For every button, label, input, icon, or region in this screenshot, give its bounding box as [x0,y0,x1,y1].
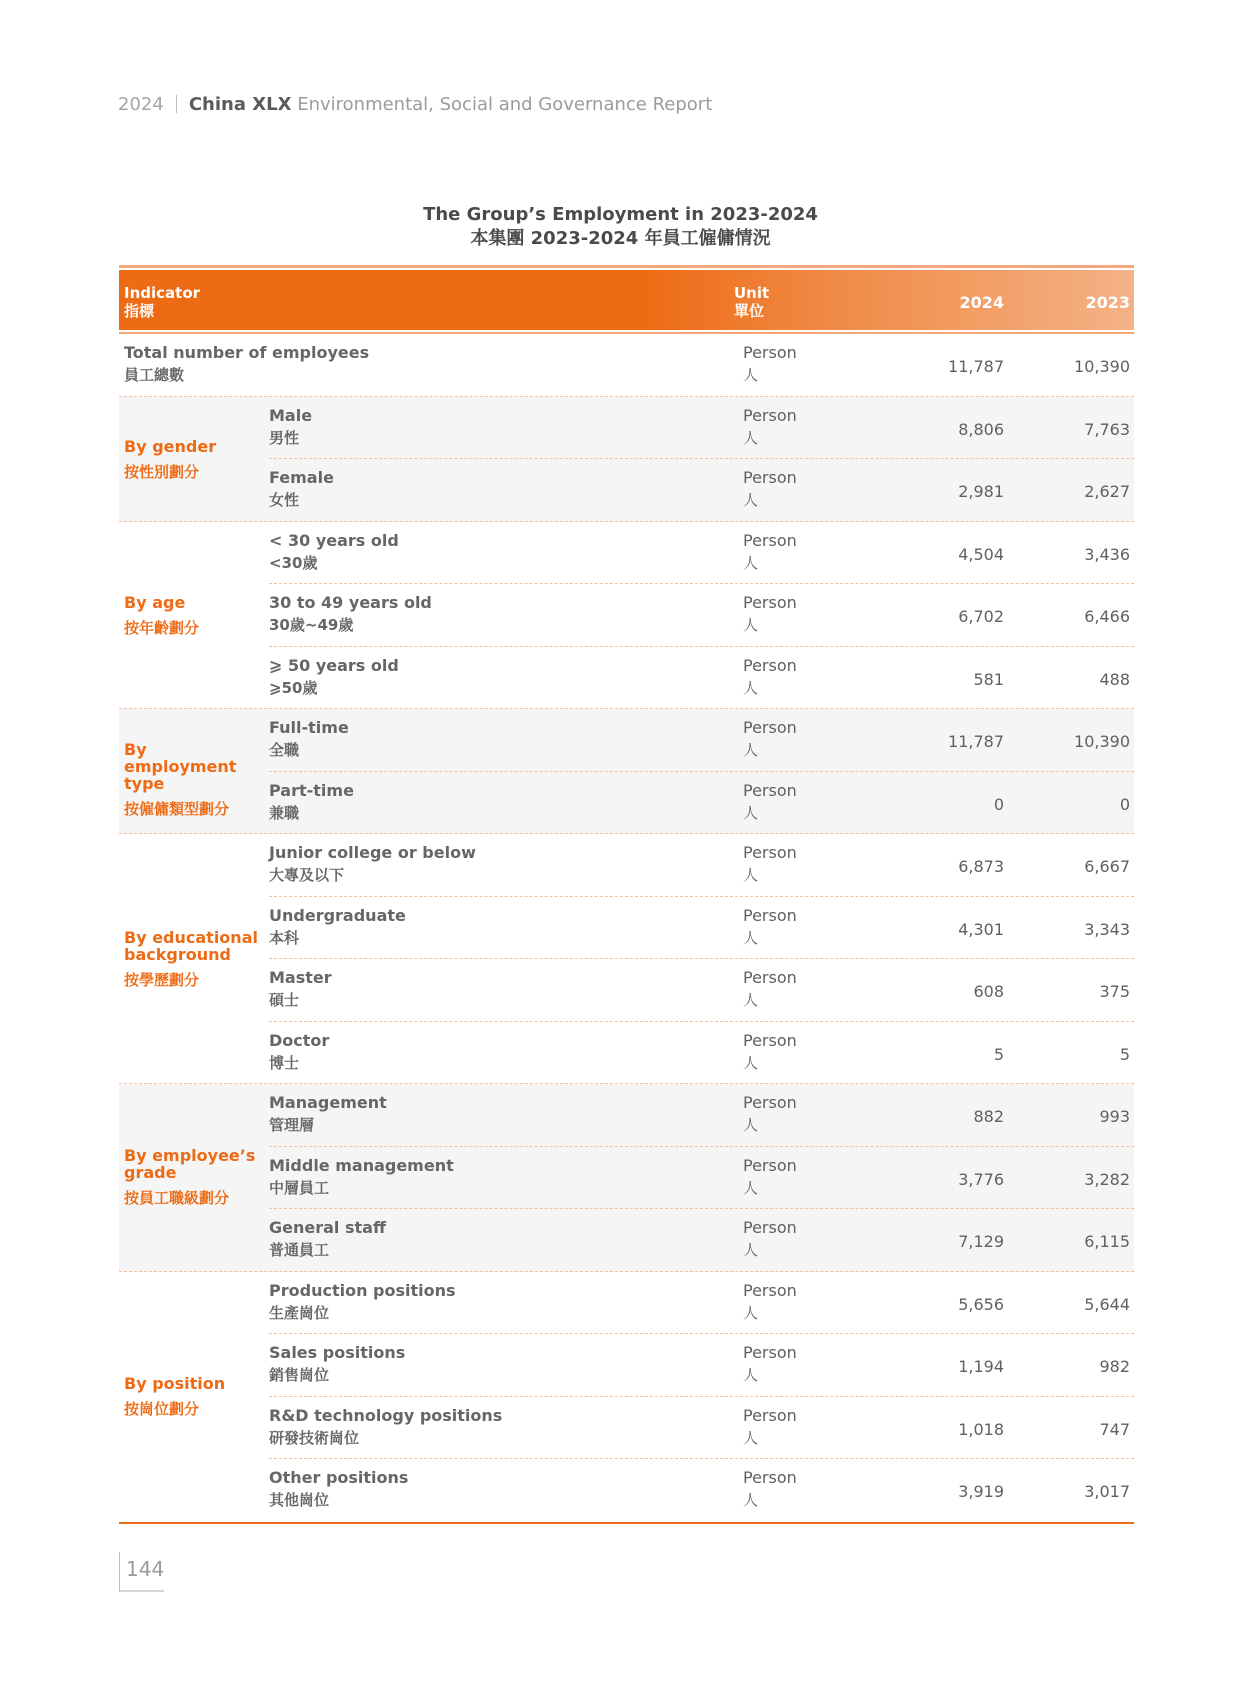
unit-en: Person [743,968,797,987]
unit-en: Person [743,343,797,362]
value-2024: 8,806 [958,419,1004,439]
table-row [119,397,1134,460]
row-label-zh: 30歲~49歲 [269,616,354,634]
row-label-zh: 生產崗位 [269,1303,330,1322]
table-row [119,772,1134,835]
row-label [269,1405,502,1449]
header-year-2024: 2024 [959,293,1004,312]
unit-zh: 人 [743,1241,759,1259]
row-label-en: ⩾ 50 years old [269,655,399,675]
row-group [119,709,1134,834]
unit-zh: 人 [743,866,759,884]
value-2023: 7,763 [1084,419,1130,439]
unit-zh: 人 [743,428,759,447]
unit-zh: 人 [743,1053,759,1072]
row-group [119,397,1134,522]
value-2024: 1,018 [958,1419,1004,1439]
value-2023: 982 [1099,1357,1130,1376]
unit-en: Person [743,1093,797,1112]
group-category-en: By educational background [124,928,258,964]
table-row [119,1209,1134,1272]
value-2024: 6,702 [958,607,1004,626]
unit-en: Person [743,1155,797,1175]
row-label-en: 30 to 49 years old [269,593,432,612]
row-unit [743,592,797,636]
row-label-en: Management [269,1093,387,1112]
unit-zh: 人 [743,1178,759,1197]
report-name: Environmental, Social and Governance Report [297,94,713,115]
unit-en: Person [743,530,797,550]
table-row [119,709,1134,772]
value-2023: 5,644 [1084,1294,1130,1314]
unit-zh: 人 [743,803,759,822]
row-unit [743,342,797,386]
group-category-zh: 按僱傭類型劃分 [124,800,230,818]
table-row [119,1022,1134,1085]
row-unit [743,717,797,761]
group-category-en: By gender [124,436,217,456]
row-unit [743,780,797,824]
employment-table [119,265,1134,1522]
header-unit-zh: 單位 [734,302,765,320]
row-unit [743,405,797,449]
row-unit [743,467,797,511]
value-2024: 5,656 [958,1294,1004,1314]
table-header [119,270,1134,330]
table-row [119,897,1134,960]
row-label [269,1217,386,1261]
row-label-zh: 全職 [269,741,300,759]
row-label [269,842,476,886]
value-2023: 747 [1099,1419,1130,1439]
row-label-en: General staff [269,1218,386,1237]
row-unit [743,1467,797,1511]
table-row [119,584,1134,647]
row-label-zh: 員工總數 [124,366,185,384]
row-unit [743,967,797,1011]
row-unit [743,1342,797,1386]
header-unit-en: Unit [734,284,770,302]
row-label [269,1155,454,1199]
row-label [269,592,432,636]
row-label-zh: 大專及以下 [269,866,345,884]
unit-zh: 人 [743,678,759,697]
row-label-en: Production positions [269,1280,456,1300]
unit-zh: 人 [743,741,759,759]
unit-zh: 人 [743,1116,759,1134]
value-2023: 3,436 [1084,544,1130,564]
value-2023: 10,390 [1074,732,1130,751]
unit-en: Person [743,593,797,612]
report-year: 2024 [118,94,164,115]
unit-en: Person [743,468,797,487]
unit-en: Person [743,1468,797,1487]
value-2024: 3,919 [958,1482,1004,1501]
unit-zh: 人 [743,616,759,634]
unit-en: Person [743,655,797,675]
value-2023: 3,017 [1084,1482,1130,1501]
row-label-zh: 博士 [269,1053,300,1072]
group-category-en: By employment type [124,740,237,793]
row-label-en: Part-time [269,780,354,800]
group-category-en: By employee’s grade [124,1146,256,1182]
unit-zh: 人 [743,1303,759,1322]
row-label-zh: 本科 [269,928,300,947]
row-unit [743,905,797,949]
group-category-zh: 按員工職級劃分 [124,1189,230,1207]
row-label [269,1092,387,1136]
table-row [119,1459,1134,1522]
row-unit [743,1280,797,1324]
header-divider [176,95,177,113]
value-2023: 488 [1099,669,1130,689]
value-2024: 11,787 [948,357,1004,376]
table-row [119,1084,1134,1147]
value-2024: 4,301 [958,919,1004,939]
row-unit [743,842,797,886]
row-label [269,780,354,824]
table-row [119,1147,1134,1210]
table-row-total [119,334,1134,397]
unit-en: Person [743,1343,797,1362]
unit-en: Person [743,1405,797,1425]
table-body [119,334,1134,1522]
group-category-en: By age [124,592,186,612]
row-label [269,467,334,511]
row-label-en: Full-time [269,718,349,737]
row-label-en: < 30 years old [269,530,399,550]
row-label-en: Junior college or below [269,843,476,862]
value-2023: 5 [1119,1044,1130,1064]
unit-zh: 人 [743,991,759,1009]
row-label-zh: 兼職 [269,803,300,822]
row-label-en: Doctor [269,1030,330,1050]
value-2024: 5 [993,1044,1004,1064]
header-year-2023: 2023 [1085,293,1130,312]
unit-en: Person [743,905,797,925]
row-group [119,1084,1134,1272]
table-row [119,459,1134,522]
row-label [124,342,369,386]
row-label [269,967,332,1011]
unit-zh: 人 [743,928,759,947]
row-label-zh: 女性 [269,491,300,509]
table-title [0,203,1241,251]
row-label-zh: 管理層 [269,1116,315,1134]
value-2024: 882 [973,1107,1004,1126]
row-label [269,1280,456,1324]
row-label-zh: 碩士 [269,991,300,1009]
unit-zh: 人 [743,1366,759,1384]
value-2024: 4,504 [958,544,1004,564]
row-label-en: Total number of employees [124,343,370,362]
row-label-zh: ⩾50歲 [269,678,318,697]
row-label [269,1342,405,1386]
row-label-zh: 中層員工 [269,1178,330,1197]
unit-en: Person [743,1030,797,1050]
value-2023: 6,667 [1084,857,1130,876]
table-row [119,522,1134,585]
value-2024: 608 [973,982,1004,1001]
row-label-en: Female [269,468,334,487]
unit-zh: 人 [743,491,759,509]
row-label-zh: <30歲 [269,553,318,572]
table-row [119,1397,1134,1460]
table-row [119,1334,1134,1397]
table-row [119,1272,1134,1335]
row-label [269,905,406,949]
unit-en: Person [743,1280,797,1300]
value-2024: 581 [973,669,1004,689]
header-indicator-zh: 指標 [124,302,155,320]
group-category-zh: 按學歷劃分 [124,971,200,989]
company-name: China XLX [188,94,292,115]
value-2023: 3,343 [1084,919,1130,939]
row-unit [743,1092,797,1136]
header-indicator-en: Indicator [124,284,201,302]
row-label [269,1030,329,1074]
row-unit [743,1405,797,1449]
row-label-en: Middle management [269,1155,454,1175]
value-2023: 6,466 [1084,607,1130,626]
value-2024: 7,129 [958,1232,1004,1251]
table-row [119,647,1134,710]
row-label-zh: 研發技術崗位 [269,1428,360,1447]
row-group [119,1272,1134,1522]
value-2024: 2,981 [958,482,1004,501]
value-2024: 3,776 [958,1169,1004,1189]
unit-en: Person [743,718,797,737]
running-header [118,94,712,115]
unit-zh: 人 [743,366,759,384]
value-2023: 10,390 [1074,357,1130,376]
row-label-en: R&D technology positions [269,1405,503,1425]
row-label-en: Sales positions [269,1343,406,1362]
group-category-zh: 按性別劃分 [124,462,200,481]
table-row [119,834,1134,897]
row-label [269,530,399,574]
page-number: 144 [119,1552,164,1592]
row-label-en: Undergraduate [269,905,406,925]
row-label-zh: 其他崗位 [269,1491,330,1509]
unit-zh: 人 [743,1491,759,1509]
value-2023: 0 [1119,794,1130,814]
value-2023: 375 [1099,982,1130,1001]
unit-en: Person [743,405,797,425]
value-2024: 1,194 [958,1357,1004,1376]
group-category-zh: 按崗位劃分 [124,1399,200,1418]
value-2024: 0 [993,794,1004,814]
table-title-en: The Group’s Employment in 2023-2024 [423,204,818,225]
row-unit [743,1217,797,1261]
unit-zh: 人 [743,553,759,572]
value-2023: 6,115 [1084,1232,1130,1251]
header-indicator [124,284,200,320]
row-unit [743,530,797,574]
row-unit [743,655,797,699]
value-2024: 6,873 [958,857,1004,876]
row-unit [743,1155,797,1199]
value-2023: 993 [1099,1107,1130,1126]
row-label-en: Master [269,968,332,987]
row-label-en: Other positions [269,1468,409,1487]
row-label-zh: 銷售崗位 [269,1366,330,1384]
value-2023: 3,282 [1084,1169,1130,1189]
row-label-en: Male [269,405,313,425]
row-label-zh: 普通員工 [269,1241,330,1259]
table-bottom-rule [119,1522,1134,1524]
row-label [269,1467,408,1511]
value-2024: 11,787 [948,732,1004,751]
value-2023: 2,627 [1084,482,1130,501]
row-unit [743,1030,797,1074]
row-label [269,655,399,699]
unit-zh: 人 [743,1428,759,1447]
row-label [269,717,349,761]
group-category-zh: 按年齡劃分 [124,618,200,637]
group-category-en: By position [124,1373,226,1393]
table-title-zh: 本集團 2023-2024 年員工僱傭情況 [470,228,771,249]
header-unit [734,284,769,320]
unit-en: Person [743,1218,797,1237]
row-group [119,522,1134,710]
unit-en: Person [743,780,797,800]
row-group [119,834,1134,1084]
table-row [119,959,1134,1022]
unit-en: Person [743,843,797,862]
row-label [269,405,312,449]
row-label-zh: 男性 [269,428,300,447]
